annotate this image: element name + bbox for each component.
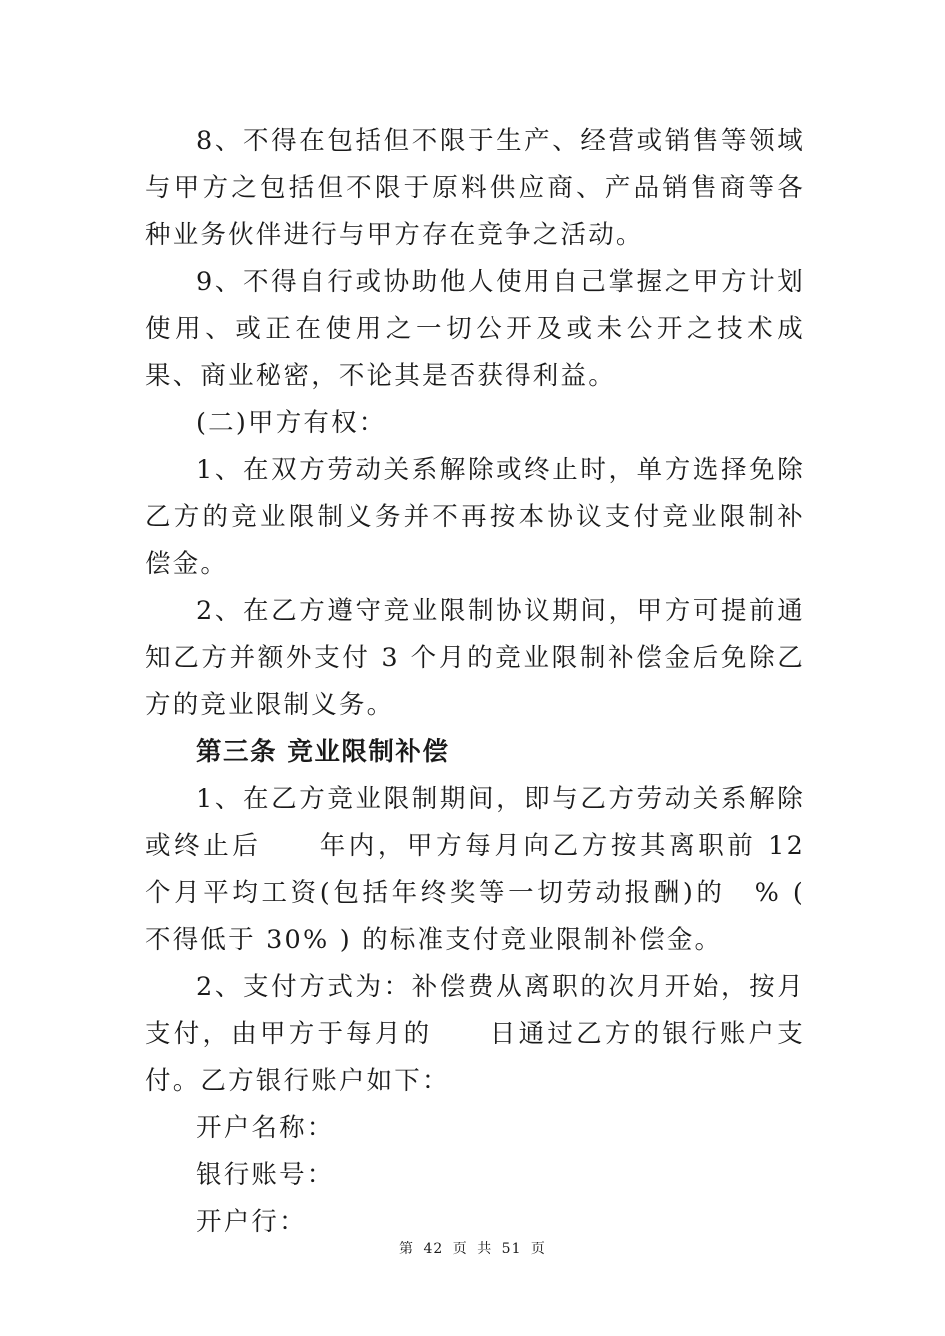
clause-8-paragraph: 8、不得在包括但不限于生产、经营或销售等领域与甲方之包括但不限于原料供应商、产品销售商等各种业务伙伴进行与甲方存在竞争之活动。	[145, 126, 805, 250]
compensation-clause-1-paragraph: 1、在乙方竞业限制期间，即与乙方劳动关系解除或终止后 年内，甲方每月向乙方按其离职前 12 个月平均工资(包括年终奖等一切劳动报酬)的 % ( 不得低于 30% ) 的标准支付竞业限制补偿金。	[145, 784, 816, 955]
page-number-footer: 第 42 页 共 51 页	[399, 1241, 546, 1257]
account-name-field: 开户名称：	[196, 1113, 335, 1143]
article-3-heading: 第三条 竞业限制补偿	[196, 737, 450, 767]
document-body	[145, 118, 816, 1246]
clause-9-paragraph: 9、不得自行或协助他人使用自己掌握之甲方计划使用、或正在使用之一切公开及或未公开之技术成果、商业秘密，不论其是否获得利益。	[145, 267, 805, 391]
party-a-rights-heading: (二)甲方有权：	[196, 408, 387, 438]
party-a-right-2-paragraph: 2、在乙方遵守竞业限制协议期间，甲方可提前通知乙方并额外支付 3 个月的竞业限制补偿金后免除乙方的竞业限制义务。	[145, 596, 805, 720]
party-a-right-1-paragraph: 1、在双方劳动关系解除或终止时，单方选择免除乙方的竞业限制义务并不再按本协议支付竞业限制补偿金。	[145, 455, 805, 579]
bank-branch-field: 开户行：	[196, 1207, 307, 1237]
payment-method-paragraph: 2、支付方式为：补偿费从离职的次月开始，按月支付，由甲方于每月的 日通过乙方的银行账户支付。乙方银行账户如下：	[145, 972, 805, 1096]
account-number-field: 银行账号：	[196, 1160, 335, 1190]
